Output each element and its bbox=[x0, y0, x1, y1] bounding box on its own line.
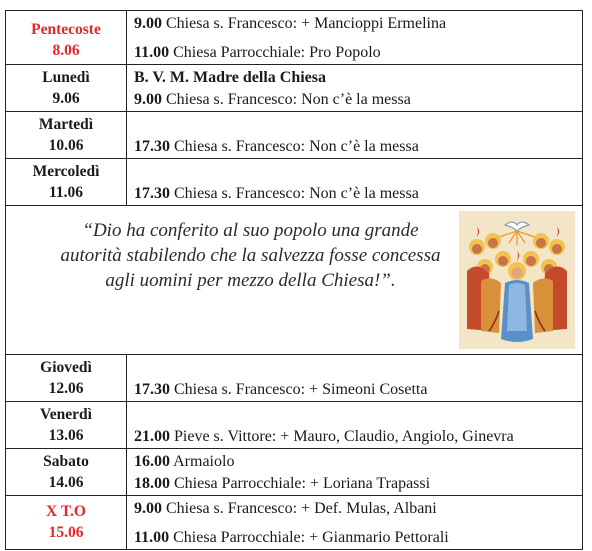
entries-cell bbox=[127, 11, 583, 65]
day-date: 8.06 bbox=[52, 42, 80, 59]
schedule-row-sabato bbox=[6, 449, 583, 496]
mass-entry: 21.00 Pieve s. Vittore: + Mauro, Claudio, Angiolo, Ginevra bbox=[134, 428, 514, 445]
day-cell bbox=[6, 159, 127, 206]
day-name: Giovedì bbox=[40, 359, 92, 376]
day-cell bbox=[6, 112, 127, 159]
entries-cell bbox=[127, 355, 583, 402]
day-cell bbox=[6, 11, 127, 65]
schedule-row-martedi bbox=[6, 112, 583, 159]
entries-cell bbox=[127, 449, 583, 496]
mass-entry: 11.00 Chiesa Parrocchiale: Pro Popolo bbox=[134, 44, 381, 61]
mass-entry: 9.00 Chiesa s. Francesco: Non c’è la messa bbox=[134, 91, 411, 108]
quote-cell bbox=[6, 206, 583, 355]
schedule-row-lunedi bbox=[6, 65, 583, 112]
mass-entry: 9.00 Chiesa s. Francesco: + Mancioppi Ermelina bbox=[134, 15, 447, 32]
entries-cell bbox=[127, 112, 583, 159]
day-date: 13.06 bbox=[48, 427, 84, 444]
day-date: 11.06 bbox=[48, 184, 84, 201]
day-name: X T.O bbox=[46, 503, 86, 520]
day-date: 10.06 bbox=[48, 137, 84, 154]
entries-cell bbox=[127, 65, 583, 112]
schedule-row-giovedi bbox=[6, 355, 583, 402]
mass-entry: 17.30 Chiesa s. Francesco: Non c’è la messa bbox=[134, 185, 419, 202]
day-date: 15.06 bbox=[48, 524, 84, 541]
mass-entry: 18.00 Chiesa Parrocchiale: + Loriana Trapassi bbox=[134, 475, 431, 492]
day-name: Mercoledì bbox=[32, 163, 100, 180]
day-name: Martedì bbox=[38, 116, 94, 133]
day-date: 9.06 bbox=[52, 90, 80, 107]
day-cell bbox=[6, 355, 127, 402]
schedule-row-pentecoste bbox=[6, 11, 583, 65]
mass-schedule-table bbox=[5, 10, 583, 550]
entries-cell bbox=[127, 402, 583, 449]
schedule-row-xto bbox=[6, 496, 583, 550]
day-cell bbox=[6, 65, 127, 112]
mass-entry: 17.30 Chiesa s. Francesco: Non c’è la messa bbox=[134, 138, 419, 155]
day-name: Sabato bbox=[43, 453, 89, 470]
quote-text: “Dio ha conferito al suo popolo una grande autorità stabilendo che la salvezza fosse concessa agli uomini per mezzo della Chiesa!”. bbox=[60, 220, 441, 291]
day-date: 12.06 bbox=[48, 380, 84, 397]
pentecost-illustration-icon bbox=[459, 211, 575, 349]
entries-cell bbox=[127, 496, 583, 550]
mass-entry: 17.30 Chiesa s. Francesco: + Simeoni Cosetta bbox=[134, 381, 428, 398]
day-name: Venerdì bbox=[40, 406, 92, 423]
entries-cell bbox=[127, 159, 583, 206]
mass-entry: 9.00 Chiesa s. Francesco: + Def. Mulas, Albani bbox=[134, 500, 437, 517]
mass-entry: 11.00 Chiesa Parrocchiale: + Gianmario Pettorali bbox=[134, 529, 449, 546]
day-cell bbox=[6, 496, 127, 550]
schedule-row-mercoledi bbox=[6, 159, 583, 206]
day-cell bbox=[6, 449, 127, 496]
quote-row bbox=[6, 206, 583, 355]
feast-heading: B. V. M. Madre della Chiesa bbox=[134, 69, 327, 86]
day-cell bbox=[6, 402, 127, 449]
day-date: 14.06 bbox=[48, 474, 84, 491]
day-name: Lunedì bbox=[42, 69, 90, 86]
day-name: Pentecoste bbox=[31, 21, 101, 38]
schedule-row-venerdi bbox=[6, 402, 583, 449]
mass-entry: 16.00 Armaiolo bbox=[134, 453, 235, 470]
